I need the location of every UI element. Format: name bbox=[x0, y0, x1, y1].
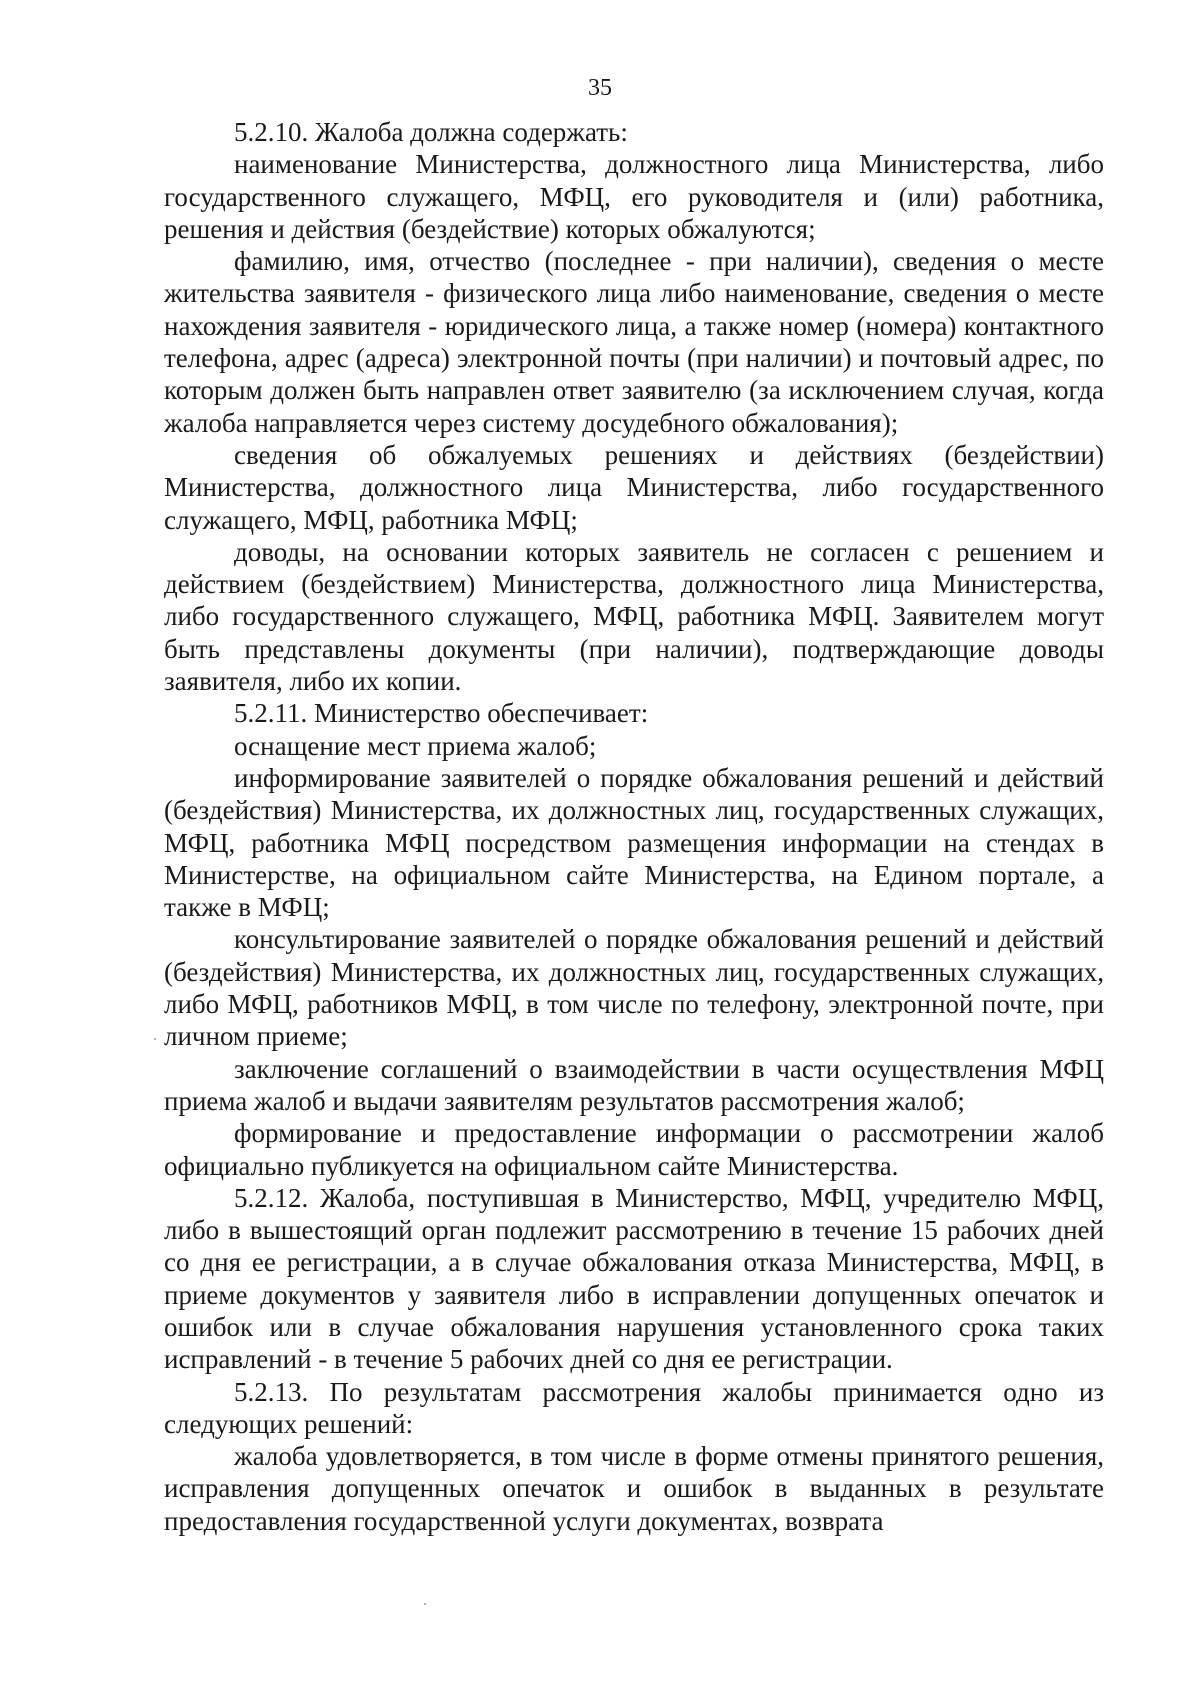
paragraph-consulting-applicants: консультирование заявителей о порядке обжалования решений и действий (бездействия) Министерства, их должностных лиц, государственных служащих, либо МФЦ, работников МФЦ, в том числе по телефону, электронной почте, при личном приеме; bbox=[164, 924, 1104, 1052]
paragraph-complaint-satisfied: жалоба удовлетворяется, в том числе в форме отмены принятого решения, исправления допущенных опечаток и ошибок в выданных в результате предоставления государственной услуги документах, возврата bbox=[164, 1441, 1104, 1536]
paragraph-5-2-11-heading: 5.2.11. Министерство обеспечивает: bbox=[234, 698, 649, 729]
page-number: 35 bbox=[588, 75, 612, 101]
paragraph-reception-equipment: оснащение мест приема жалоб; bbox=[234, 730, 597, 761]
scan-speck bbox=[154, 1038, 156, 1040]
paragraph-complaint-subject: наименование Министерства, должностного лица Министерства, либо государственного служащего, МФЦ, его руководителя и (или) работника, решения и действия (бездействие) которых обжалуются; bbox=[164, 149, 1104, 244]
paragraph-information-publication: формирование и предоставление информации о рассмотрении жалоб официально публикуется на официальном сайте Министерства. bbox=[164, 1118, 1104, 1181]
scan-speck bbox=[424, 1603, 426, 1605]
paragraph-5-2-13: 5.2.13. По результатам рассмотрения жалобы принимается одно из следующих решений: bbox=[164, 1376, 1104, 1439]
paragraph-applicant-details: фамилию, имя, отчество (последнее - при наличии), сведения о месте жительства заявителя - физического лица либо наименование, сведения о месте нахождения заявителя - юридического лица, а также номер (номера) контактного телефона, адрес (адреса) электронной почты (при наличии) и почтовый адрес, по которым должен быть направлен ответ заявителю (за исключением случая, когда жалоба направляется через систему досудебного обжалования); bbox=[164, 246, 1104, 438]
document-body bbox=[164, 116, 1104, 1537]
paragraph-arguments: доводы, на основании которых заявитель не согласен с решением и действием (бездействием) Министерства, должностного лица Министерства, либо государственного служащего, МФЦ, работника МФЦ. Заявителем могут быть представлены документы (при наличии), подтверждающие доводы заявителя, либо их копии. bbox=[164, 536, 1104, 697]
paragraph-appealed-decisions: сведения об обжалуемых решениях и действиях (бездействии) Министерства, должностного лица Министерства, либо государственного служащего, МФЦ, работника МФЦ; bbox=[164, 439, 1104, 535]
paragraph-5-2-10-heading: 5.2.10. Жалоба должна содержать: bbox=[234, 117, 628, 147]
paragraph-interaction-agreements: заключение соглашений о взаимодействии в части осуществления МФЦ приема жалоб и выдачи заявителям результатов рассмотрения жалоб; bbox=[164, 1053, 1104, 1116]
paragraph-informing-applicants: информирование заявителей о порядке обжалования решений и действий (бездействия) Министерства, их должностных лиц, государственных служащих, МФЦ, работника МФЦ посредством размещения информации на стендах в Министерстве, на официальном сайте Министерства, на Едином портале, а также в МФЦ; bbox=[164, 762, 1104, 923]
paragraph-5-2-12: 5.2.12. Жалоба, поступившая в Министерство, МФЦ, учредителю МФЦ, либо в вышестоящий орган подлежит рассмотрению в течение 15 рабочих дней со дня ее регистрации, а в случае обжалования отказа Министерства, МФЦ, в приеме документов у заявителя либо в исправлении допущенных опечаток и ошибок или в случае обжалования нарушения установленного срока таких исправлений - в течение 5 рабочих дней со дня ее регистрации. bbox=[164, 1182, 1104, 1375]
